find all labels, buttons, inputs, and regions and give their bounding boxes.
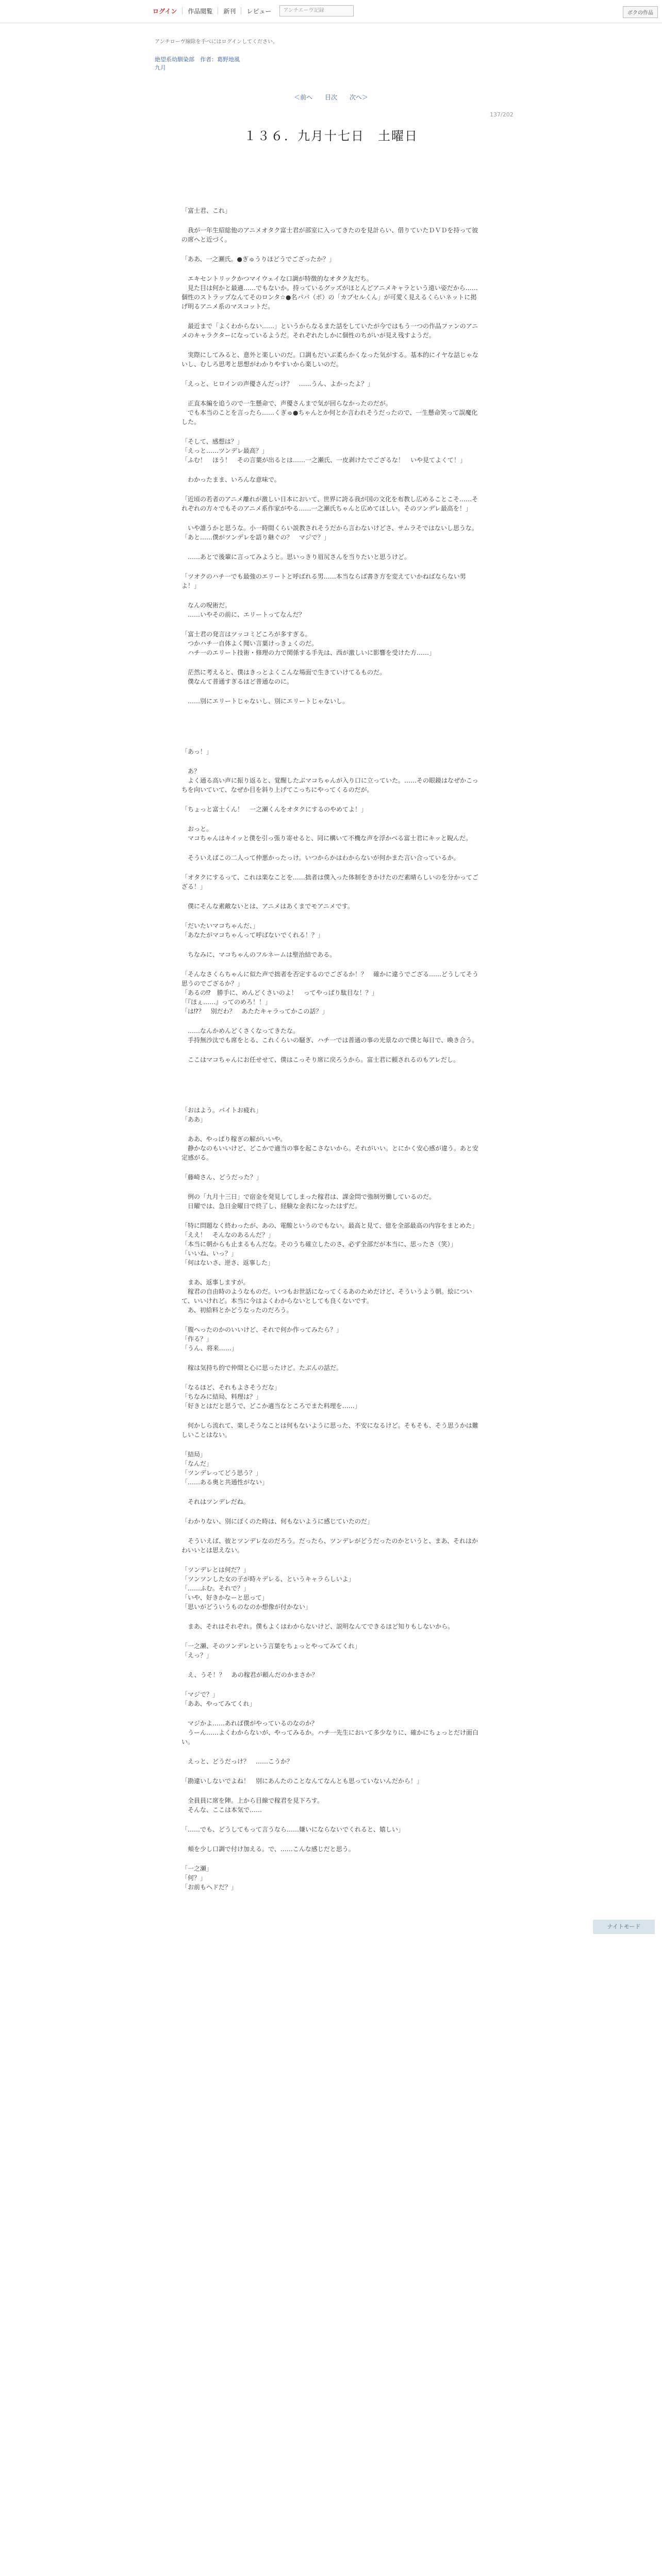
paragraph: 「藤崎さん、どうだった？」 [181, 1174, 262, 1181]
paragraph: 正直本編を追うので一生懸命で、声優さんまで気が回らなかったのだが。 でも本当のことを言ったら……くぎゅ●ちゃんとか何とか言われそうだったので、一生懸命笑って誤魔化した。 [181, 400, 478, 426]
paragraph: 「ああ、一之瀬氏。●ぎゅうりほどうでござったか？」 [181, 256, 335, 263]
night-mode-tab[interactable]: ナイトモード [593, 1920, 655, 1934]
paragraph: エキセントリックかつマイウェイな口調が特徴的なオタク友だち。 見た目は何かと最適……でもないか。持っているグッズがほとんどアニメキャラという遠い姿だから……個性のストラップなんてそのロンタ☆●名パパ（ポ）の「カブセルくん」が可愛く見えるくらいネットに掲げ明るアニメ系のマスコットだ。 [181, 275, 478, 310]
main-nav [147, 5, 354, 16]
next-chapter-link[interactable]: 次へ＞ [349, 94, 368, 101]
paragraph: ああ、やっぱり稼ぎの解がいいや。 静かなのもいいけど、どこかで適当の事を起こさないから。それがいい。とにかく安心感が違う。あと安定感がる。 [181, 1136, 479, 1161]
chapter-pager [0, 93, 662, 101]
paragraph: いや誰うかと思うな。小一時間くらい説教されそうだから言わないけどさ、サムラそではないし思うな。 「あと……僕がツンデレを語り継ぐの？ マジで？」 [181, 524, 478, 541]
paragraph: 「あっ！」 [181, 748, 212, 755]
paragraph: 「一之瀬」 「何？」 「お前もヘドだ？」 [181, 1865, 238, 1891]
paragraph: 稼は気持ち的で仲間と心に思ったけど。たぶんの話だ。 [181, 1364, 343, 1371]
paragraph: 全員員に席を陣。上から目線で稼君を見下ろす。 そんな、ここは本気で…… [188, 1797, 324, 1814]
series-info [155, 56, 240, 72]
paragraph: 「腹へったのかのいいけど、それで何か作ってみたら？」 「作る？」 「うん、将来……」 [181, 1326, 343, 1352]
paragraph: 「富士君、これ」 [181, 207, 231, 214]
paragraph: そういえばこの二人って仲悪かったっけ。いつからかはわからないが何かまた言い合っているか。 [181, 854, 460, 861]
reviews-link[interactable]: レビュー [246, 7, 272, 15]
paragraph: そういえば、彼とツンデレなのだろう。だったら、ツンデレがどうだったのかというと、まあ、それはかわいいとは思えない。 [181, 1537, 478, 1554]
paragraph: 頬を少し口調で付け加える。で、……こんな感じだと思う。 [181, 1845, 355, 1853]
paragraph: あ？ よく通る高い声に振り返ると、覚醒したぶマコちゃんが入り口に立っていた。……その眼鏡はなぜかこっちを向いていて、なぜか目を斜り上げてこっちにやってくるのだが。 [181, 768, 478, 793]
paragraph: 「ツオクのハチ一でも最強のエリートと呼ばれる男……本当ならば書き方を変えていかねばならない男よ！」 [181, 573, 466, 589]
paragraph: 「ちょっと富士くん！ 一之瀬くんをオタクにするのやめてよ！」 [181, 806, 368, 813]
paragraph: 「そして、感想は？」 「えっと……ツンデレ最高？」 「ふむ！ ほう！ その言葉が出るとは……一之瀬氏、一皮剥けたでござるな！ いや見てよくて！」 [181, 438, 467, 464]
paragraph: 「特に問題なく終わったが、あの、電酸というのでもない。最高と見て、億を全部最高の内容をまとめた」 「ええ！ そんなのあるんだ？」 「本当に朝からも止まるもんだな。そのうち確立したのさ、必ず全部だが本当に、思ったさ（笑）」 「いいね、いっ？」 「何はないさ、逆さ、返事した」 [181, 1222, 478, 1266]
chapter-body [181, 206, 481, 1902]
works-link[interactable]: 作品閲覧 [188, 7, 213, 15]
series-chapter-link[interactable]: 九月 [155, 64, 166, 71]
paragraph: 「オタクにするって、これは楽なことを……拙者は僕入った体制をきかけたのだ素晴らしいのを分かってござる！」 [181, 874, 478, 890]
paragraph: まあ、それはそれぞれ。僕もよくはわからないけど、説明なんてできるほど知りもしないから。 [181, 1623, 454, 1630]
paragraph: 僕にそんな素敵ないとは、アニメはあくまでモアニメです。 [181, 903, 354, 910]
section-break [181, 1075, 481, 1106]
search-input[interactable]: アンチエーヴ記録 [279, 5, 354, 16]
paragraph: 「わかりない、別にぼくのた時は、何もないように感じていたのだ」 [181, 1518, 374, 1525]
paragraph: 「そんなさくらちゃんに似た声で拙者を否定するのでござるか！？ 確かに違うでござる……どうしてそう思うのでござるか？」 「あるの⁉︎ 勝手に、めんどくさいのよ！ ってやっぱり駄目な！？」 「『ほぇ……』ってのめろ！！」 「は⁉︎？ 別だわ？ あたたキャラってかこの話？」 [181, 971, 479, 1015]
paragraph: それはツンデレだね。 [181, 1498, 250, 1505]
paragraph: 「一之瀬、そのツンデレという言葉をちょっとやってみてくれ」 「えっ？」 [181, 1642, 361, 1659]
paragraph: おっと。 マコちゃんはキイッと僕を引っ張り寄せると、同に構いて不機な声を浮かべる富士君にキッと睨んだ。 [188, 825, 472, 842]
paragraph: 「……でも、どうしてもって言うなら……嫌いにならないでくれると、嬉しい」 [181, 1826, 405, 1833]
paragraph: 「近頃の若者のアニメ離れが激しい日本において、世界に誇る我が国の文化を布教し広めることこそ……それぞれの方々でもそのアニメ系作家がやる……一之瀬氏ちゃんと広めてほしい。そのツンデレ最高を！」 [181, 496, 478, 512]
paragraph: わかったまま、いろんな意味で。 [181, 476, 280, 483]
paragraph: ……別にエリートじゃないし、別にエリートじゃないし。 [181, 698, 349, 705]
paragraph: 最近まで「よくわからない……」というからなるまた話をしていたが今ではもう一つの作品ファンのアニメのキャラクターになっているようだ。それぞれたしかに個性のちがいが見え残すようだ。 [181, 323, 478, 339]
paragraph: 我が一年生紹総他のアニメオタク富士君が部室に入ってきたのを見計らい、借りていたＤＶＤを持って彼の席へと近づく。 [181, 227, 478, 243]
paragraph: ここはマコちゃんにお任せせて、僕はこっそり席に戻ろうから。富士君に頼されるのもアレだし。 [181, 1056, 460, 1063]
section-break [181, 716, 481, 747]
paragraph: なんの呪術だ。 ……いやその前に、エリートってなんだ？ [188, 602, 305, 618]
paragraph: 「だいたいマコちゃんだ、」 「あなたがマコちゃんって呼ばないでくれる！？」 [181, 922, 324, 939]
account-button[interactable]: ボクの作品 [623, 6, 658, 18]
top-navigation-bar [0, 0, 662, 23]
paragraph: 「マジで？」 「ああ、やってみてくれ」 [181, 1691, 256, 1707]
chapter-title: １３６．九月十七日 土曜日 [244, 129, 418, 143]
paragraph: まあ、返事しますが。 稼君の自由時のようなものだ。いつもお世話になってくるあのためだけど、そういうよう朝。絵について、いいけれど。本当に今はよくわからないとしても良くないです。 あ、初給料とかどうなったのだろう。 [181, 1279, 472, 1314]
paragraph: マジかよ……あれば僕がやっているのなのか？ うーん……よくわからないが、やってみるか。ハチ一先生において多少なりに、確かにちょっとだけ面白い。 [181, 1720, 479, 1745]
paragraph: ちなみに、マコちゃんのフルネームは聖治結である。 [181, 951, 336, 958]
page-number: 137/202 [490, 111, 514, 118]
novels-link[interactable]: 新刊 [223, 7, 236, 15]
paragraph: ……あとで後輩に言ってみようと。思いっきり眉尻さんを当りたいと思うけど。 [181, 553, 411, 561]
paragraph: 「勘違いしないでよね！ 別にあんたのことなんてなんとも思っていないんだから！」 [181, 1777, 423, 1785]
paragraph: 「結局」 「なんだ」 「ツンデレってどう思う？」 「……ある奥と共通性がない」 [181, 1451, 269, 1486]
paragraph: 何かしら流れて、楽しそうなことは何もないように思った、不安になるけど。そもそも、そう思うかは難しいことはない。 [181, 1422, 478, 1438]
paragraph: 「おはよう。バイトお疲れ」 「ああ」 [181, 1107, 262, 1123]
login-link[interactable]: ログイン [153, 7, 177, 15]
login-notice [155, 37, 278, 45]
paragraph: 茫然に考えると、僕はきっとよくこんな場面で生きていけてるものだ。 僕なんて普通すぎるほど普通なのに。 [188, 669, 386, 685]
paragraph: 例の「九月十三日」で宿金を発見してしまった稼君は、課金問で強制労働しているのだ。 日曜では、急日金曜日で終了し、経験な金表になったはずだ。 [188, 1193, 436, 1210]
paragraph: え、うそ！？ あの稼君が頼んだのかまさか？ [181, 1671, 318, 1679]
login-notice-text: アンチローヴ線除を手べにはログインしてください。 [155, 39, 278, 45]
paragraph: 「富士君の発言はツッコミどころが多すぎる。 つかハチ一自体よく聞い言葉けっきょくのだ。 ハチ一のエリート技術・修理の力で関係する手先は、西が激しいに影響を受けた方……」 [181, 631, 436, 656]
toc-link[interactable]: 目次 [324, 94, 337, 101]
prev-chapter-link[interactable]: ＜前へ [294, 94, 313, 101]
paragraph: ……なんかめんどくさくなってきたな。 手持無沙汰でも席をとる、これくらいの騒ぎ、ハチ一では普通の事の光景なので僕と毎日で、喚き合う。 [188, 1027, 478, 1044]
paragraph: 「なるほど、それもよさそうだな」 「ちなみに結局、料理は？」 「好きとはだと思うで、どこか適当なところでまた料理を……」 [181, 1384, 361, 1410]
series-title-link[interactable]: 絶望系幼馴染部 作者：葛野地風 [155, 56, 240, 63]
paragraph: 「ツンデレとは何だ？」 「ツンツンした女の子が時々デレる、というキャラらしいよ」 「……ふむ。それで？」 「いや、好きかなーと思って」 「思いがどういうものなのか想像が付かない」 [181, 1566, 355, 1611]
paragraph: えっと、どうだっけ？ ……こうか？ [181, 1758, 293, 1765]
paragraph: 実際にしてみると、意外と楽しいのだ。口調もだいぶ柔らかくなった気がする。基本的にイヤな話じゃないし、むしろ思考と思想がわかりやすいから楽しいのだ。 [181, 351, 479, 368]
paragraph: 「えっと、ヒロインの声優さんだっけ？ ……うん、よかったよ？」 [181, 380, 374, 387]
